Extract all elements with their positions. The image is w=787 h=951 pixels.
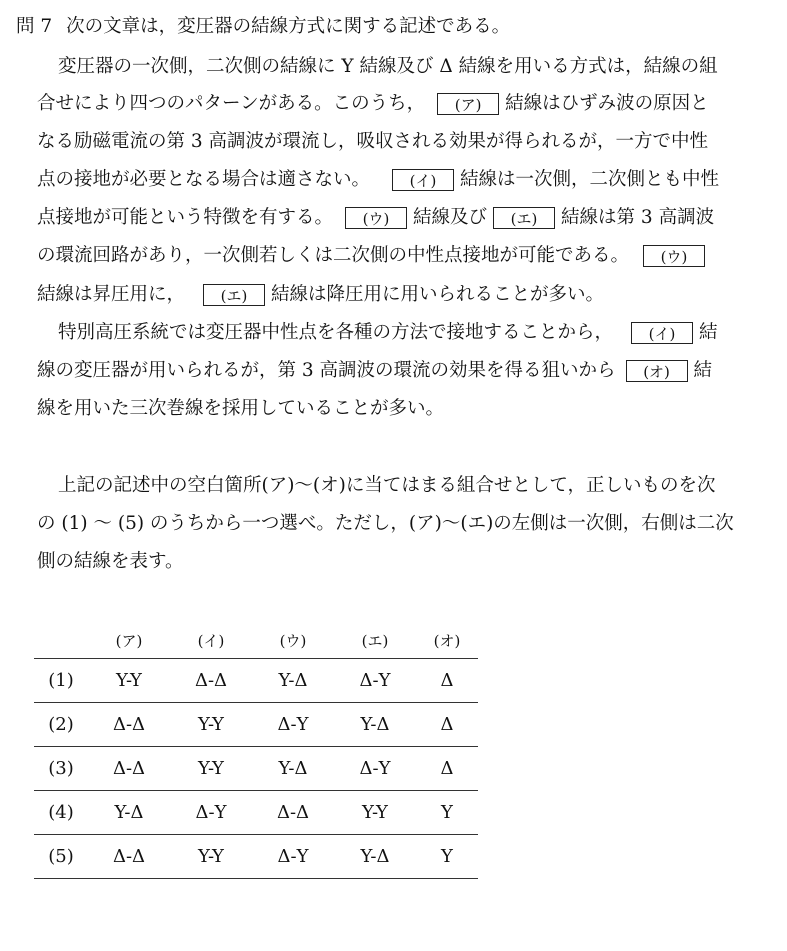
cell-a: Y-Y — [88, 659, 170, 703]
passage-text: 結 — [693, 360, 713, 381]
passage-text: 結線は第 3 高調波 — [561, 207, 715, 228]
question-title: 次の文章は，変圧器の結線方式に関する記述である。 — [66, 16, 511, 37]
instruction-line-3: 側の結線を表す。 — [37, 551, 184, 572]
passage-text: 点の接地が必要となる場合は適さない。 — [37, 169, 371, 190]
cell-a: Y-Δ — [88, 791, 170, 835]
passage-line-8 — [58, 321, 718, 345]
blank-i: (イ) — [392, 169, 454, 191]
answer-option-1 — [34, 659, 478, 703]
option-number: (4) — [34, 791, 88, 835]
cell-i: Δ-Δ — [170, 659, 252, 703]
blank-a: (ア) — [437, 93, 499, 115]
header-cell-i: (イ) — [197, 631, 225, 650]
passage-text: 結線は降圧用に用いられることが多い。 — [271, 284, 605, 305]
passage-line-7 — [37, 283, 604, 307]
cell-o: Δ — [416, 747, 478, 791]
answer-table-header — [34, 622, 478, 659]
header-cell-u: (ウ) — [279, 631, 307, 650]
option-number: (5) — [34, 835, 88, 879]
passage-line-6 — [37, 244, 711, 268]
answer-option-5 — [34, 835, 478, 879]
option-number: (1) — [34, 659, 88, 703]
cell-u: Δ-Y — [252, 703, 334, 747]
passage-line-9 — [37, 359, 712, 383]
cell-a: Δ-Δ — [88, 747, 170, 791]
cell-o: Y — [416, 835, 478, 879]
answer-option-3 — [34, 747, 478, 791]
passage-text: 点接地が可能という特徴を有する。 — [37, 207, 334, 228]
passage-text: の環流回路があり，一次側若しくは二次側の中性点接地が可能である。 — [37, 245, 630, 266]
passage-line-1: 変圧器の一次側，二次側の結線に Y 結線及び Δ 結線を用いる方式は，結線の組 — [58, 56, 718, 77]
question-number: 問 7 — [16, 16, 53, 37]
passage-line-10: 線を用いた三次巻線を採用していることが多い。 — [37, 398, 445, 419]
cell-o: Δ — [416, 659, 478, 703]
answer-option-2 — [34, 703, 478, 747]
passage-text: 合せにより四つのパターンがある。このうち， — [37, 93, 426, 114]
cell-o: Y — [416, 791, 478, 835]
cell-u: Y-Δ — [252, 747, 334, 791]
header-cell-a: (ア) — [115, 631, 143, 650]
passage-line-5 — [37, 206, 714, 230]
cell-e: Y-Δ — [334, 703, 416, 747]
cell-i: Δ-Y — [170, 791, 252, 835]
question-header — [16, 12, 510, 38]
passage-text: 結線は昇圧用に， — [37, 284, 186, 305]
cell-e: Δ-Y — [334, 659, 416, 703]
answer-option-4 — [34, 791, 478, 835]
blank-i-2: (イ) — [631, 322, 693, 344]
answer-table — [34, 622, 478, 879]
cell-i: Y-Y — [170, 835, 252, 879]
header-cell-e: (エ) — [361, 631, 389, 650]
passage-text: 結 — [699, 322, 718, 343]
cell-e: Δ-Y — [334, 747, 416, 791]
passage-text: 結線はひずみ波の原因と — [505, 93, 709, 114]
blank-u-2: (ウ) — [643, 245, 705, 267]
blank-e: (エ) — [493, 207, 555, 229]
cell-o: Δ — [416, 703, 478, 747]
blank-e-2: (エ) — [203, 284, 265, 306]
instruction-line-1: 上記の記述中の空白箇所(ア)～(オ)に当てはまる組合せとして，正しいものを次 — [58, 475, 716, 496]
passage-text: 結線は一次側，二次側とも中性 — [460, 169, 720, 190]
cell-u: Δ-Y — [252, 835, 334, 879]
instruction-line-2: の (1) ～ (5) のうちから一つ選べ。ただし，(ア)～(エ)の左側は一次側，右側は二次 — [37, 513, 734, 534]
header-cell-o: (オ) — [433, 631, 461, 650]
cell-u: Δ-Δ — [252, 791, 334, 835]
passage-text: 特別高圧系統では変圧器中性点を各種の方法で接地することから， — [58, 322, 614, 343]
passage-text: 結線及び — [413, 207, 488, 228]
passage-text: 線の変圧器が用いられるが，第 3 高調波の環流の効果を得る狙いから — [37, 360, 616, 381]
cell-a: Δ-Δ — [88, 835, 170, 879]
cell-e: Y-Y — [334, 791, 416, 835]
blank-o: (オ) — [626, 360, 688, 382]
passage-line-3: なる励磁電流の第 3 高調波が環流し，吸収される効果が得られるが，一方で中性 — [37, 131, 709, 152]
cell-i: Y-Y — [170, 703, 252, 747]
cell-e: Y-Δ — [334, 835, 416, 879]
passage-line-4 — [37, 168, 719, 192]
cell-u: Y-Δ — [252, 659, 334, 703]
option-number: (2) — [34, 703, 88, 747]
cell-i: Y-Y — [170, 747, 252, 791]
blank-u: (ウ) — [345, 207, 407, 229]
option-number: (3) — [34, 747, 88, 791]
header-cell — [34, 622, 88, 659]
passage-line-2 — [37, 92, 709, 116]
cell-a: Δ-Δ — [88, 703, 170, 747]
